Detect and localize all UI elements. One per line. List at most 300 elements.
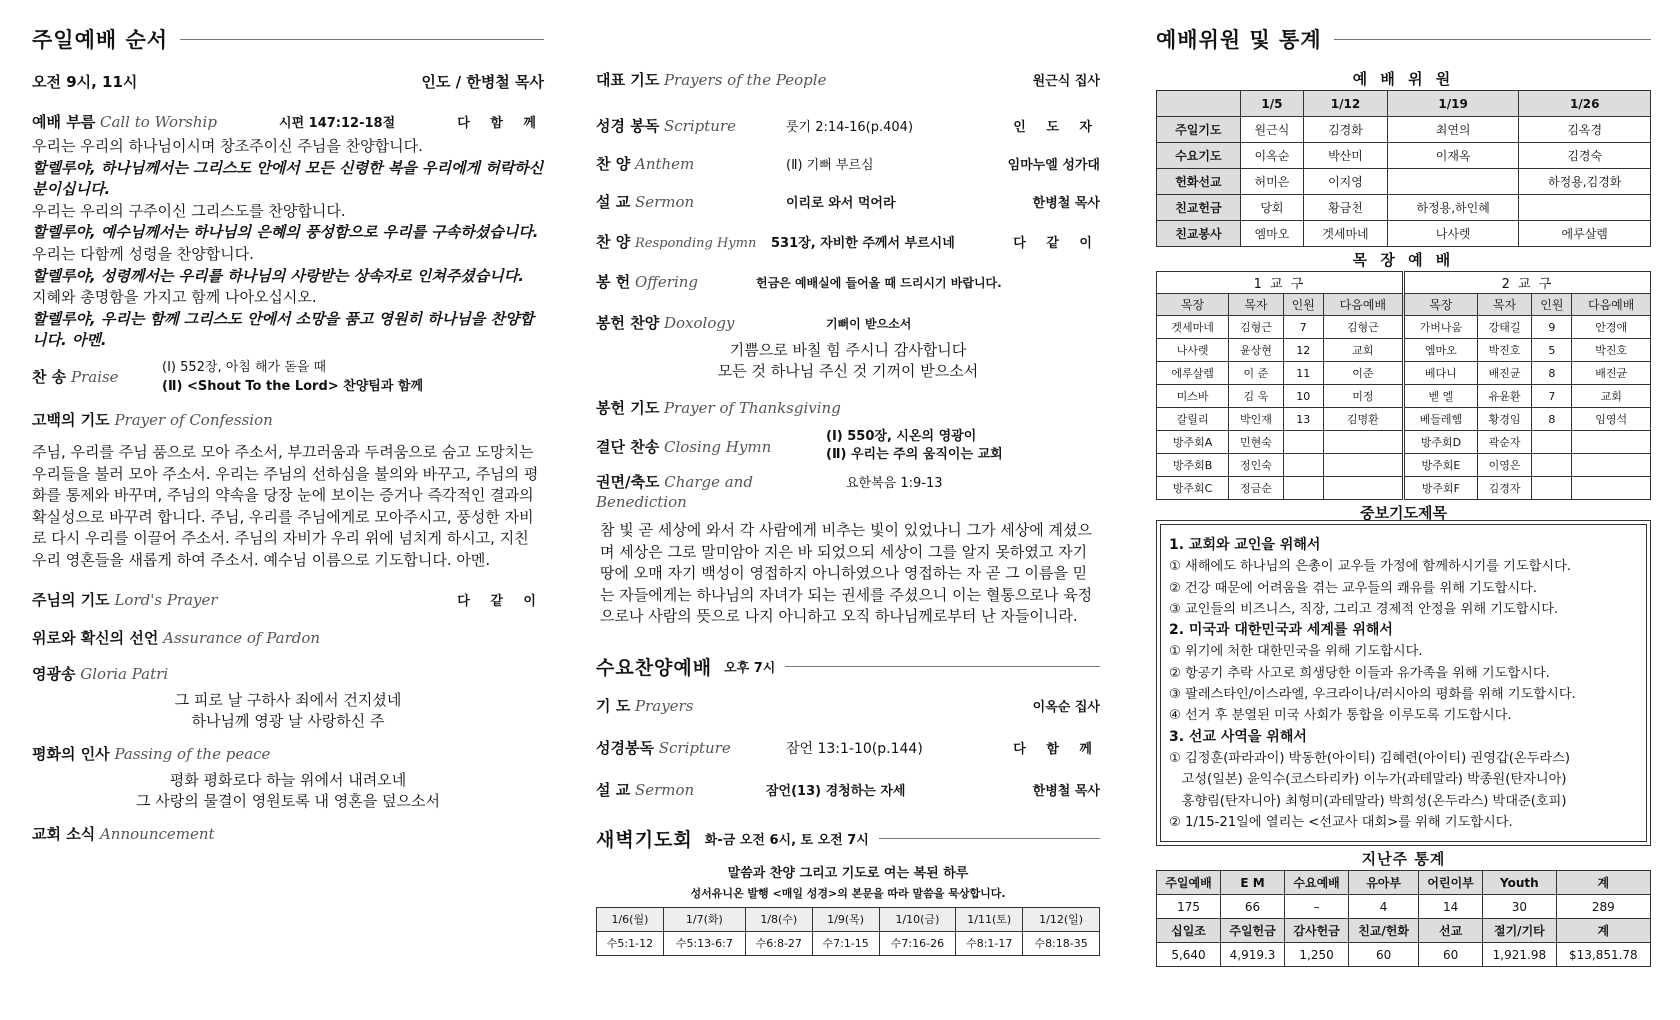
district-header: 1 교 구 xyxy=(1157,272,1404,294)
item-who: 이옥순 집사 xyxy=(1032,699,1100,715)
item-title-en: Scripture xyxy=(658,738,731,757)
closing-hymn-1: (Ⅰ) 550장, 시온의 영광이 xyxy=(826,429,977,444)
divider xyxy=(785,666,1100,667)
table-cell xyxy=(1387,169,1519,195)
item-title: 권면/축도 xyxy=(596,473,660,491)
lords-prayer-row xyxy=(32,590,544,612)
lyric-line: 하나님께 영광 날 사랑하신 주 xyxy=(191,711,385,730)
prayer-row xyxy=(596,70,1100,92)
praise-hymn-1: (Ⅰ) 552장, 아침 해가 돋을 때 xyxy=(162,359,327,375)
stats-value: 5,640 xyxy=(1157,943,1221,967)
item-title: 기 도 xyxy=(596,696,631,715)
item-title-en: Prayers xyxy=(634,696,694,715)
date-header: 1/12 xyxy=(1304,91,1388,117)
wed-scripture-row xyxy=(596,738,1100,760)
section-title: 주일예배 순서 xyxy=(32,28,169,52)
table-cell xyxy=(1283,431,1323,454)
item-title-en: Sermon xyxy=(634,193,695,211)
litany-line: 우리는 다함께 성령을 찬양합니다. xyxy=(32,244,254,263)
item-title-en: Gloria Patri xyxy=(80,664,169,683)
stats-value: 4,919.3 xyxy=(1221,943,1285,967)
table-cell: 방주회D xyxy=(1403,431,1477,454)
stats-header: 계 xyxy=(1556,871,1650,895)
date-header: 1/26 xyxy=(1519,91,1651,117)
table-cell: 이준 xyxy=(1323,362,1403,385)
table-cell: 박진호 xyxy=(1572,339,1651,362)
prayer-heading: 2. 미국과 대한민국과 세계를 위해서 xyxy=(1169,622,1393,639)
litany-line: 우리는 우리의 구주이신 그리스도를 찬양합니다. xyxy=(32,201,346,220)
item-title-en: Passing of the peace xyxy=(114,744,271,763)
column-header: 목자 xyxy=(1229,294,1284,316)
table-cell: 에루살렘 xyxy=(1157,362,1229,385)
item-who: 한병철 목사 xyxy=(1032,196,1100,211)
sermon-row xyxy=(596,192,1100,214)
column-header: 목장 xyxy=(1403,294,1477,316)
order-of-worship-column-2 xyxy=(596,0,1100,956)
table-cell xyxy=(1532,454,1572,477)
item-title: 설 교 xyxy=(596,780,631,799)
table-cell: 안경애 xyxy=(1572,316,1651,339)
item-ref: (Ⅱ) 기뻐 부르심 xyxy=(786,158,874,173)
item-ref: 룻기 2:14-16(p.404) xyxy=(786,120,914,135)
table-cell: 방주회C xyxy=(1157,477,1229,500)
table-cell: 박산미 xyxy=(1304,143,1388,169)
item-title: 찬 양 xyxy=(596,233,631,251)
table-cell: 황금천 xyxy=(1304,195,1388,221)
table-cell: 방주회E xyxy=(1403,454,1477,477)
column-header: 다음예배 xyxy=(1323,294,1403,316)
wed-prayer-row xyxy=(596,696,1100,718)
table-cell: 방주회B xyxy=(1157,454,1229,477)
item-title: 영광송 xyxy=(32,664,76,683)
table-cell: 벧 엘 xyxy=(1403,385,1477,408)
table-cell: 엠마오 xyxy=(1240,221,1303,247)
prayer-heading: 1. 교회와 교인을 위해서 xyxy=(1169,537,1321,553)
item-ref: 시편 147:12-18절 xyxy=(279,116,396,131)
table-cell: 허미은 xyxy=(1240,169,1303,195)
service-time: 오전 9시, 11시 xyxy=(32,73,138,91)
item-who: 다 같 이 xyxy=(457,593,544,609)
stats-value: 4 xyxy=(1349,895,1419,919)
table-cell: 김옥경 xyxy=(1519,117,1651,143)
prayer-heading: 3. 선교 사역을 위해서 xyxy=(1169,728,1307,745)
corner-cell xyxy=(1157,91,1241,117)
table-cell: 8 xyxy=(1532,408,1572,431)
litany-response: 할렐루야, 성령께서는 우리를 하나님의 사랑받는 상속자로 인쳐주셨습니다. xyxy=(32,266,524,285)
table-cell: 5 xyxy=(1532,339,1572,362)
table-cell: 갈릴리 xyxy=(1157,408,1229,431)
prayer-item: ② 건강 때문에 어려움을 겪는 교우들의 쾌유를 위해 기도합시다. xyxy=(1169,580,1538,596)
table-cell: 당회 xyxy=(1240,195,1303,221)
table-cell: 임영석 xyxy=(1572,408,1651,431)
item-title: 찬 양 xyxy=(596,155,631,173)
table-cell xyxy=(1323,431,1403,454)
litany-response: 할렐루야, 하나님께서는 그리스도 안에서 모든 신령한 복을 우리에게 허락하신 분이십니다. xyxy=(32,158,544,199)
lyric-line: 그 사랑의 물결이 영원토록 내 영혼을 덮으소서 xyxy=(136,791,440,810)
stats-value-row xyxy=(1157,943,1651,967)
table-cell: 베들레헴 xyxy=(1403,408,1477,431)
service-time-row xyxy=(32,72,544,92)
dawn-motto: 말씀과 찬양 그리고 기도로 여는 복된 하루 xyxy=(727,865,969,881)
lyric-line: 기쁨으로 바칠 힘 주시니 감사합니다 xyxy=(729,341,967,359)
stats-header: 감사헌금 xyxy=(1285,919,1349,943)
table-cell xyxy=(1323,454,1403,477)
item-title-en: Doxology xyxy=(663,314,735,332)
doxology-lyrics xyxy=(596,340,1100,382)
item-title: 예배 부름 xyxy=(32,113,96,131)
column-header: 목장 xyxy=(1157,294,1229,316)
table-cell: 곽순자 xyxy=(1477,431,1532,454)
announcement-row xyxy=(32,824,544,844)
item-title-en: Lord's Prayer xyxy=(114,590,218,609)
dawn-header xyxy=(596,824,1100,854)
item-title-en: Responding Hymn xyxy=(634,236,757,251)
stats-table xyxy=(1156,870,1651,967)
responding-hymn-row xyxy=(596,232,1100,254)
column-header: 인원 xyxy=(1283,294,1323,316)
table-cell: 겟세마네 xyxy=(1157,316,1229,339)
item-ref: 잠언 13:1-10(p.144) xyxy=(786,740,923,757)
table-caption: 예 배 위 원 xyxy=(1352,70,1455,88)
item-title-en: Offering xyxy=(634,273,699,291)
date-header: 1/19 xyxy=(1387,91,1519,117)
item-title-en: Prayer of Thanksgiving xyxy=(663,399,841,417)
calendar-date: 1/9(목) xyxy=(812,907,879,931)
gloria-lyrics xyxy=(32,690,544,732)
table-cell: 최연의 xyxy=(1387,117,1519,143)
item-who: 원근식 집사 xyxy=(1032,74,1100,89)
item-title: 결단 찬송 xyxy=(596,437,660,456)
stats-header: E M xyxy=(1221,871,1285,895)
reading-calendar xyxy=(596,907,1100,956)
item-title: 교회 소식 xyxy=(32,824,96,843)
table-cell: 7 xyxy=(1283,316,1323,339)
role-label: 수요기도 xyxy=(1157,143,1241,169)
item-title-en: Anthem xyxy=(634,155,695,173)
item-title-en: Prayers of the People xyxy=(663,71,827,89)
calendar-date: 1/12(일) xyxy=(1023,907,1100,931)
table-cell: 민현숙 xyxy=(1229,431,1284,454)
stats-value: 60 xyxy=(1419,943,1483,967)
item-title-en: Closing Hymn xyxy=(663,437,772,456)
section-subtitle: 화-금 오전 6시, 토 오전 7시 xyxy=(704,833,869,849)
stats-header: 어린이부 xyxy=(1419,871,1483,895)
calendar-date: 1/10(금) xyxy=(879,907,956,931)
intercession-box xyxy=(1160,524,1647,842)
calendar-reading: 수7:16-26 xyxy=(879,931,956,955)
table-cell: 정인숙 xyxy=(1229,454,1284,477)
item-title: 봉헌 기도 xyxy=(596,399,660,417)
item-ref: 이리로 와서 먹어라 xyxy=(786,196,896,211)
stats-value: 66 xyxy=(1221,895,1285,919)
offering-row xyxy=(596,272,1100,293)
stats-value: 1,250 xyxy=(1285,943,1349,967)
litany-line: 우리는 우리의 하나님이시며 창조주이신 주님을 찬양합니다. xyxy=(32,137,423,155)
table-row xyxy=(1157,431,1651,454)
table-cell: 미정 xyxy=(1323,385,1403,408)
table-cell: 이영은 xyxy=(1477,454,1532,477)
litany-line: 지혜와 총명함을 가지고 함께 나아오십시오. xyxy=(32,288,317,307)
calendar-date: 1/11(토) xyxy=(956,907,1023,931)
confession-row xyxy=(32,410,544,430)
table-cell: 김 욱 xyxy=(1229,385,1284,408)
stats-header: 절기/기타 xyxy=(1483,919,1557,943)
table-cell: 교회 xyxy=(1323,339,1403,362)
item-title: 봉헌 찬양 xyxy=(596,314,660,332)
stats-value: 289 xyxy=(1556,895,1650,919)
column-header: 다음예배 xyxy=(1572,294,1651,316)
prayer-item: ① 새해에도 하나님의 은총이 교우들 가정에 함께하시기를 기도합시다. xyxy=(1169,559,1572,575)
role-label: 주일기도 xyxy=(1157,117,1241,143)
table-cell: 13 xyxy=(1283,408,1323,431)
item-who: 다 함 께 xyxy=(457,116,544,131)
peace-lyrics xyxy=(32,770,544,812)
table-cell: 김경화 xyxy=(1304,117,1388,143)
item-title: 대표 기도 xyxy=(596,71,660,89)
table-caption: 지난주 통계 xyxy=(1361,850,1446,869)
column-header: 목자 xyxy=(1477,294,1532,316)
stats-header: 계 xyxy=(1556,919,1650,943)
table-cell: 10 xyxy=(1283,385,1323,408)
item-title-en: Assurance of Pardon xyxy=(163,628,321,647)
anthem-row xyxy=(596,154,1100,176)
prayer-item: ④ 선거 후 분열된 미국 사회가 통합을 이루도록 기도합시다. xyxy=(1169,708,1512,724)
table-row xyxy=(1157,339,1651,362)
prayer-item: ③ 팔레스타인/이스라엘, 우크라이나/러시아의 평화를 위해 기도합시다. xyxy=(1169,687,1576,703)
lyric-line: 그 피로 날 구하사 죄에서 건지셨네 xyxy=(174,690,402,709)
item-title-en: Call to Worship xyxy=(99,113,217,131)
divider xyxy=(180,39,544,40)
prayer-item: 홍향림(탄자니아) 최형미(과테말라) 박희성(온두라스) 박대준(호피) xyxy=(1169,793,1567,809)
calendar-date: 1/7(화) xyxy=(663,907,745,931)
table-caption: 목 장 예 배 xyxy=(1352,251,1455,269)
table-cell xyxy=(1283,454,1323,477)
divider xyxy=(879,838,1100,839)
table-row xyxy=(1157,408,1651,431)
table-cell: 박진호 xyxy=(1477,339,1532,362)
stats-header-row xyxy=(1157,871,1651,895)
closing-hymn-row xyxy=(596,428,1100,464)
table-cell xyxy=(1532,431,1572,454)
section-header xyxy=(32,24,544,54)
stats-header: 주일예배 xyxy=(1157,871,1221,895)
stats-value: $13,851.78 xyxy=(1556,943,1650,967)
item-who: 임마누엘 성가대 xyxy=(1007,158,1100,173)
table-cell: 이 준 xyxy=(1229,362,1284,385)
stats-header: Youth xyxy=(1483,871,1557,895)
item-ref: 기뻐이 받으소서 xyxy=(826,317,912,331)
table-cell: 김형근 xyxy=(1229,316,1284,339)
table-cell: 김형근 xyxy=(1323,316,1403,339)
item-title: 성경봉독 xyxy=(596,738,654,757)
calendar-reading: 수8:18-35 xyxy=(1023,931,1100,955)
order-of-worship-column xyxy=(32,0,544,844)
item-title-en: Prayer of Confession xyxy=(114,410,273,429)
table-cell xyxy=(1283,477,1323,500)
table-cell: 유윤환 xyxy=(1477,385,1532,408)
confession-text: 주님, 우리를 주님 품으로 모아 주소서, 부끄러움과 두려움으로 숨고 도망치는 우리들을 불러 모아 주소서. 우리는 주님의 선하심을 불의와 바꾸고, 주님의 평화를 통제와 바꾸며, 주님의 약속을 당장 눈에 보이는 증거나 즉각적인 결과의 확실성으로 바꾸려 합니다. 주님, 우리를 주님에게로 모아주시고, 풍성한 자비로 다시 우리를 이끌어 주소서. 주님의 자비가 우리 위에 넘치게 하시고, 지친 우리 영혼들을 새롭게 하여 주소서. 예수님 이름으로 기도합니다. 아멘. xyxy=(32,442,539,569)
item-title: 찬 송 xyxy=(32,368,67,387)
table-row xyxy=(1157,477,1651,500)
litany xyxy=(32,136,544,352)
item-title-en: Praise xyxy=(70,368,119,387)
table-cell: 이재옥 xyxy=(1387,143,1519,169)
table-cell xyxy=(1323,477,1403,500)
stats-header: 선교 xyxy=(1419,919,1483,943)
table-cell: 엠마오 xyxy=(1403,339,1477,362)
service-leader: 인도 / 한병철 목사 xyxy=(421,73,544,91)
table-cell: 김경숙 xyxy=(1519,143,1651,169)
table-cell xyxy=(1572,431,1651,454)
table-cell: 원근식 xyxy=(1240,117,1303,143)
stats-value: 175 xyxy=(1157,895,1221,919)
section-title: 수요찬양예배 xyxy=(596,657,713,680)
litany-response: 할렐루야, 예수님께서는 하나님의 은혜의 풍성함으로 우리를 구속하셨습니다. xyxy=(32,223,539,242)
table-cell: 박인재 xyxy=(1229,408,1284,431)
stats-header: 친교/헌화 xyxy=(1349,919,1419,943)
role-label: 친교봉사 xyxy=(1157,221,1241,247)
prayer-item: ① 김정훈(파라과이) 박동한(아이티) 김혜련(아이티) 권영갑(온두라스) xyxy=(1169,750,1570,766)
item-who: 인 도 자 xyxy=(1013,120,1100,135)
doxology-row xyxy=(596,313,1100,334)
item-title: 주님의 기도 xyxy=(32,590,110,609)
stats-value: 60 xyxy=(1349,943,1419,967)
dawn-note: 성서유니온 발행 <매일 성경>의 본문을 따라 말씀을 묵상합니다. xyxy=(690,886,1006,900)
item-who: 한병철 목사 xyxy=(1032,783,1100,799)
item-who: 다 같 이 xyxy=(1013,236,1100,251)
prayer-item: ① 위기에 처한 대한민국을 위해 기도합시다. xyxy=(1169,644,1423,660)
stats-value: – xyxy=(1285,895,1349,919)
box-caption: 중보기도제목 xyxy=(1360,504,1447,522)
item-ref: 헌금은 예배실에 들어올 때 드리시기 바랍니다. xyxy=(756,276,1002,290)
table-cell: 이옥순 xyxy=(1240,143,1303,169)
table-cell: 가버나움 xyxy=(1403,316,1477,339)
table-cell: 김경자 xyxy=(1477,477,1532,500)
committee-table xyxy=(1156,90,1651,247)
lyric-line: 모든 것 하나님 주신 것 기꺼이 받으소서 xyxy=(717,362,979,380)
item-title-en: Announcement xyxy=(99,824,215,843)
table-row xyxy=(1157,385,1651,408)
calendar-date: 1/6(월) xyxy=(597,907,664,931)
item-ref: 요한복음 1:9-13 xyxy=(846,476,943,491)
table-cell: 방주회F xyxy=(1403,477,1477,500)
stats-header: 수요예배 xyxy=(1285,871,1349,895)
table-cell: 배진균 xyxy=(1572,362,1651,385)
table-row xyxy=(1157,362,1651,385)
table-row xyxy=(1157,454,1651,477)
table-cell: 하정용,김경화 xyxy=(1519,169,1651,195)
calendar-reading: 수8:1-17 xyxy=(956,931,1023,955)
table-cell: 8 xyxy=(1532,362,1572,385)
praise-hymn-2: (Ⅱ) <Shout To the Lord> 찬양팀과 함께 xyxy=(162,378,424,394)
table-cell: 12 xyxy=(1283,339,1323,362)
item-ref: 531장, 자비한 주께서 부르시네 xyxy=(771,236,955,251)
peace-row xyxy=(32,744,544,764)
item-who: 다 함 께 xyxy=(1013,741,1100,757)
table-cell: 윤상현 xyxy=(1229,339,1284,362)
calendar-reading: 수5:13-6:7 xyxy=(663,931,745,955)
gloria-row xyxy=(32,664,544,684)
stats-header-row xyxy=(1157,919,1651,943)
table-cell: 겟세마네 xyxy=(1304,221,1388,247)
pastoral-table xyxy=(1156,271,1651,500)
wed-sermon-row xyxy=(596,780,1100,802)
prayer-item: ③ 교인들의 비즈니스, 직장, 그리고 경제적 안정을 위해 기도합시다. xyxy=(1169,601,1559,617)
item-title: 평화의 인사 xyxy=(32,744,110,763)
table-cell: 정금순 xyxy=(1229,477,1284,500)
table-cell: 황경임 xyxy=(1477,408,1532,431)
item-title-en: Charge and Benediction xyxy=(596,473,753,511)
committee-stats-column xyxy=(1156,0,1651,967)
thanksgiving-row xyxy=(596,398,1100,418)
table-cell: 나사렛 xyxy=(1157,339,1229,362)
item-title-en: Scripture xyxy=(663,117,736,135)
stats-header: 주일헌금 xyxy=(1221,919,1285,943)
benediction-text: 참 빛 곧 세상에 와서 각 사람에게 비추는 빛이 있었나니 그가 세상에 계셨으며 세상은 그로 말미암아 지은 바 되었으되 세상이 그를 알지 못하였고 자기 땅에 오매 자기 백성이 영접하지 아니하였으나 영접하는 자 곧 그 이름을 믿는 자들에게는 하나님의 자녀가 되는 권세를 주셨으니 이는 혈통으로나 육정으로나 사람의 뜻으로 나지 아니하고 오직 하나님께로부터 난 자들이니라. xyxy=(600,521,1093,626)
stats-value: 30 xyxy=(1483,895,1557,919)
table-cell: 11 xyxy=(1283,362,1323,385)
role-label: 친교헌금 xyxy=(1157,195,1241,221)
item-title: 설 교 xyxy=(596,193,631,211)
section-header xyxy=(1156,24,1651,54)
table-cell: 미스바 xyxy=(1157,385,1229,408)
table-cell: 김명환 xyxy=(1323,408,1403,431)
section-title: 예배위원 및 통계 xyxy=(1156,28,1322,52)
table-cell: 강태길 xyxy=(1477,316,1532,339)
prayer-item: 고성(일본) 윤익수(코스타리카) 이누가(과테말라) 박종원(탄자니아) xyxy=(1169,772,1567,788)
item-title: 성경 봉독 xyxy=(596,117,660,135)
calendar-date: 1/8(수) xyxy=(745,907,812,931)
lyric-line: 평화 평화로다 하늘 위에서 내려오네 xyxy=(169,770,407,789)
table-row xyxy=(1157,316,1651,339)
prayer-item: ② 1/15-21일에 열리는 <선교사 대회>를 위해 기도합시다. xyxy=(1169,814,1513,830)
item-title: 위로와 확신의 선언 xyxy=(32,628,159,647)
table-cell: 방주회A xyxy=(1157,431,1229,454)
stats-value-row xyxy=(1157,895,1651,919)
item-title: 봉 헌 xyxy=(596,273,631,291)
table-cell: 교회 xyxy=(1572,385,1651,408)
stats-value: 1,921.98 xyxy=(1483,943,1557,967)
table-cell xyxy=(1572,454,1651,477)
table-cell xyxy=(1572,477,1651,500)
stats-header: 유아부 xyxy=(1349,871,1419,895)
item-title: 고백의 기도 xyxy=(32,410,110,429)
calendar-reading: 수6:8-27 xyxy=(745,931,812,955)
table-cell xyxy=(1532,477,1572,500)
item-title-en: Sermon xyxy=(634,780,695,799)
closing-hymn-2: (Ⅱ) 우리는 주의 움직이는 교회 xyxy=(826,447,1003,462)
stats-header: 십일조 xyxy=(1157,919,1221,943)
prayer-item: ② 항공기 추락 사고로 희생당한 이들과 유가족을 위해 기도합시다. xyxy=(1169,665,1550,681)
scripture-row xyxy=(596,116,1100,138)
column-header: 인원 xyxy=(1532,294,1572,316)
calendar-reading: 수5:1-12 xyxy=(597,931,664,955)
wednesday-header xyxy=(596,652,1100,682)
calendar-reading: 수7:1-15 xyxy=(812,931,879,955)
table-cell: 배진균 xyxy=(1477,362,1532,385)
role-label: 헌화선교 xyxy=(1157,169,1241,195)
divider xyxy=(1334,39,1651,40)
table-cell: 베다니 xyxy=(1403,362,1477,385)
item-ref: 잠언(13) 경청하는 자세 xyxy=(766,783,906,799)
litany-response: 할렐루야, 우리는 함께 그리스도 안에서 소망을 품고 영원히 하나님을 찬양합니다. 아멘. xyxy=(32,309,534,350)
date-header: 1/5 xyxy=(1240,91,1303,117)
assurance-row xyxy=(32,628,544,648)
praise-row xyxy=(32,358,544,396)
section-subtitle: 오후 7시 xyxy=(724,661,776,677)
table-cell: 7 xyxy=(1532,385,1572,408)
table-cell: 나사렛 xyxy=(1387,221,1519,247)
